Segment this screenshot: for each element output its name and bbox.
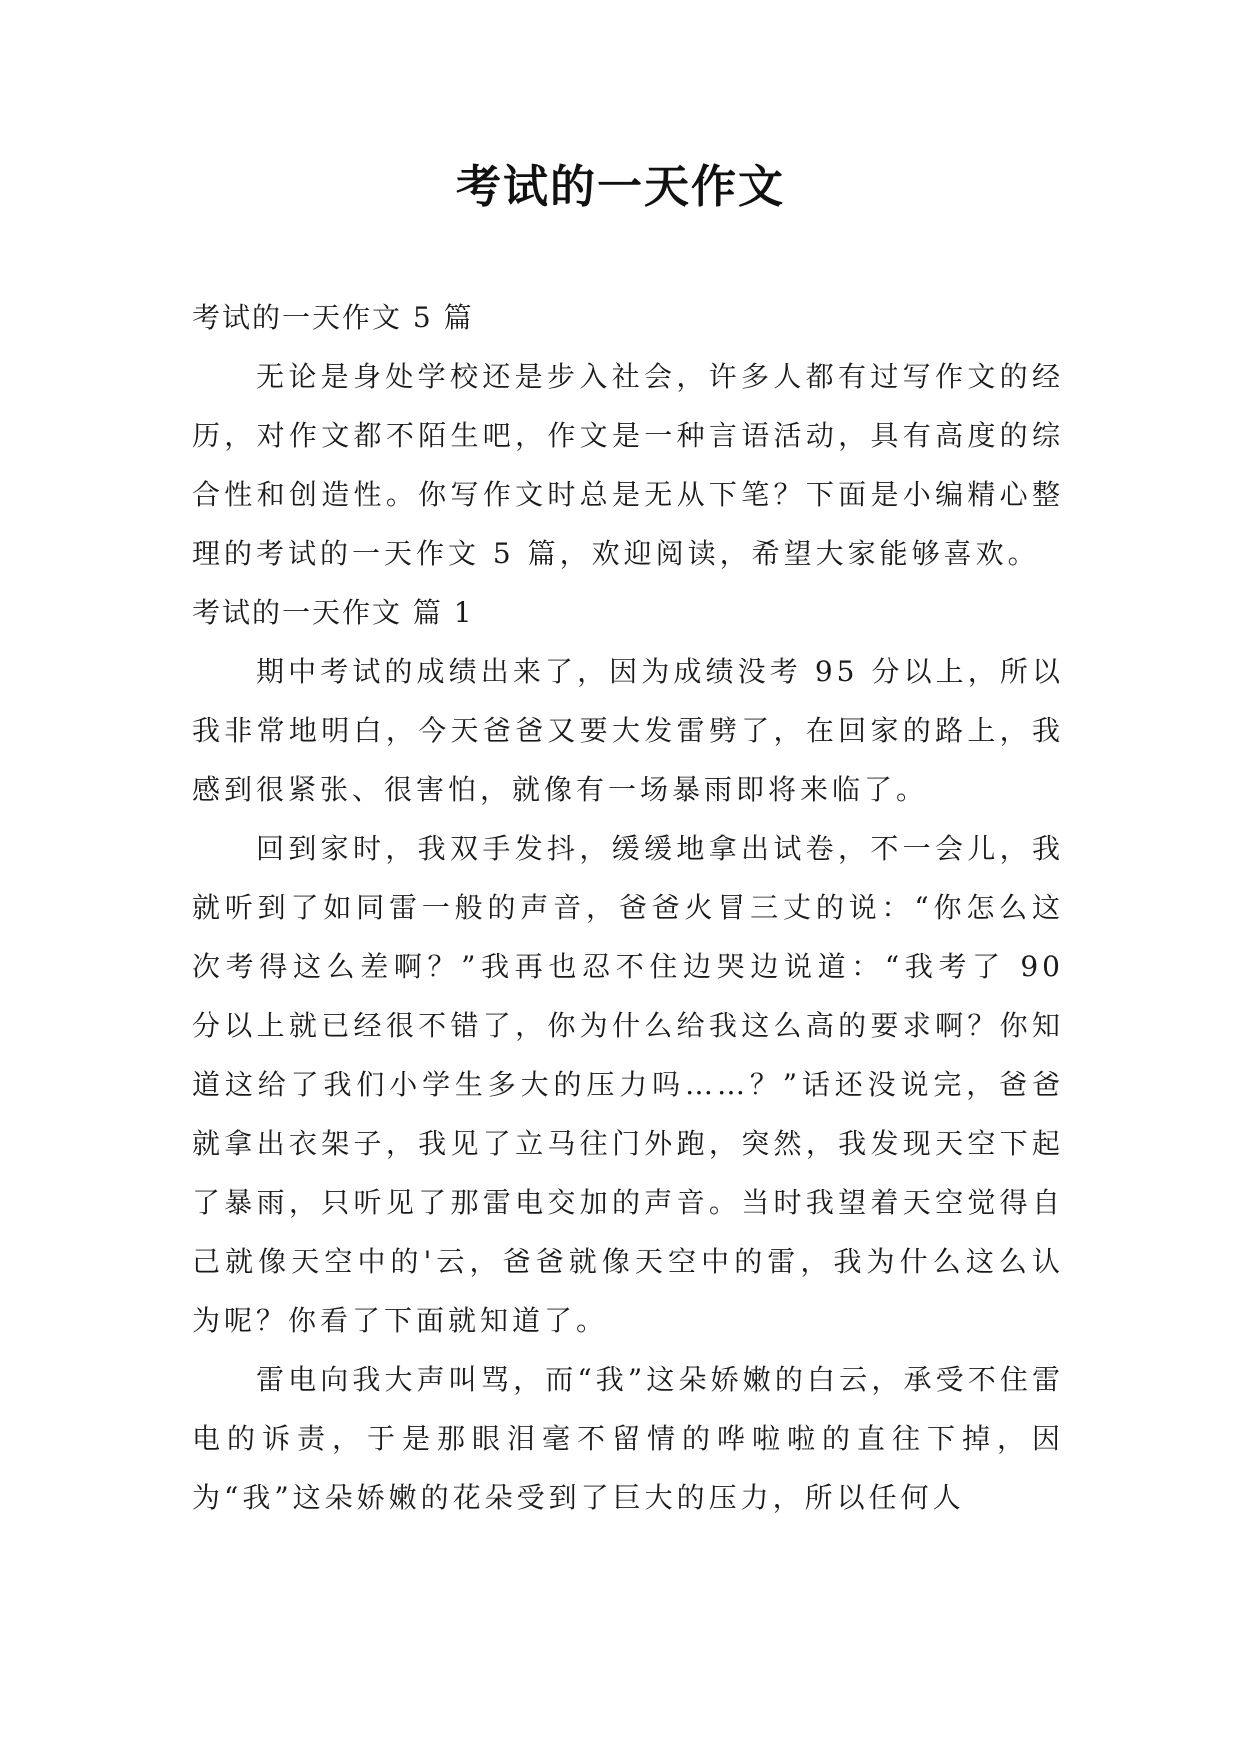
collection-heading: 考试的一天作文 5 篇 <box>192 301 474 334</box>
body-paragraph: 雷电向我大声叫骂，而“我”这朵娇嫩的白云，承受不住雷电的诉责，于是那眼泪毫不留情的哗啦啦的直往下掉，因为“我”这朵娇嫩的花朵受到了巨大的压力，所以任何人 <box>192 1363 1064 1514</box>
section-heading: 考试的一天作文 篇 1 <box>192 596 474 629</box>
body-paragraph: 期中考试的成绩出来了，因为成绩没考 95 分以上，所以我非常地明白，今天爸爸又要大发雷劈了，在回家的路上，我感到很紧张、很害怕，就像有一场暴雨即将来临了。 <box>192 655 1064 806</box>
intro-paragraph: 无论是身处学校还是步入社会，许多人都有过写作文的经历，对作文都不陌生吧，作文是一种言语活动，具有高度的综合性和创造性。你写作文时总是无从下笔？下面是小编精心整理的考试的一天作文 5 篇，欢迎阅读，希望大家能够喜欢。 <box>192 360 1064 570</box>
body-paragraph: 回到家时，我双手发抖，缓缓地拿出试卷，不一会儿，我就听到了如同雷一般的声音，爸爸火冒三丈的说：“你怎么这次考得这么差啊？”我再也忍不住边哭边说道：“我考了 90 分以上就已经很不错了，你为什么给我这么高的要求啊？你知道这给了我们小学生多大的压力吗……？”话还没说完，爸爸就拿出衣架子，我见了立马往门外跑，突然，我发现天空下起了暴雨，只听见了那雷电交加的声音。当时我望着天空觉得自己就像天空中的'云，爸爸就像天空中的雷，我为什么这么认为呢？你看了下面就知道了。 <box>192 832 1064 1337</box>
document-body <box>192 288 1064 1527</box>
document-title: 考试的一天作文 <box>455 160 785 213</box>
